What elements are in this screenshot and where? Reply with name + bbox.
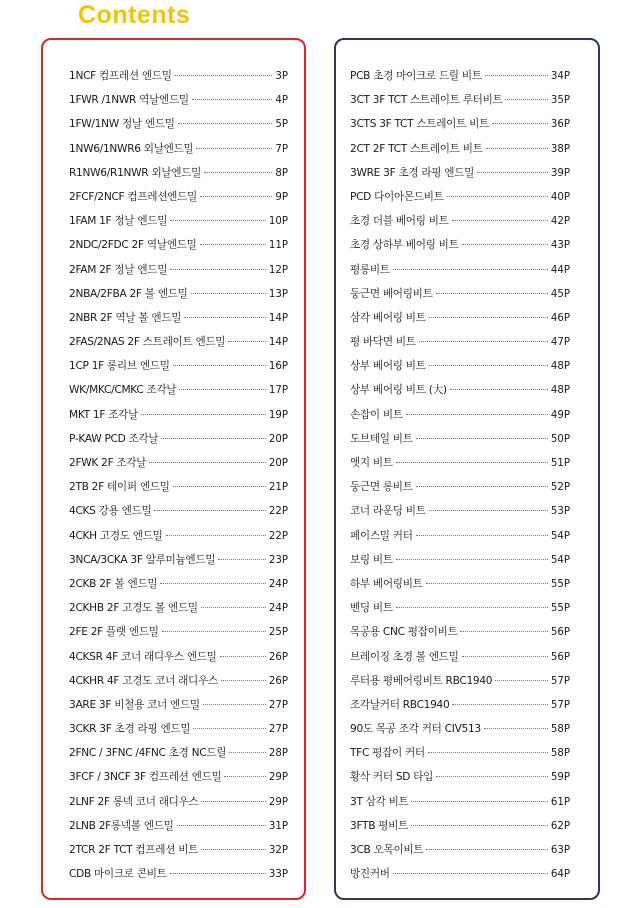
toc-entry-page: 20P	[268, 458, 288, 469]
toc-entry[interactable]	[69, 862, 288, 886]
contents-left-panel	[41, 38, 306, 900]
toc-entry-name: 2LNF 2F 롱넥 코너 래디우스	[69, 795, 199, 808]
toc-entry-name: 삼각 베어링 비트	[350, 311, 426, 324]
dot-leader	[411, 800, 547, 802]
toc-entry-name: 1NW6/1NWR6 외날엔드밀	[69, 142, 194, 155]
dot-leader	[184, 316, 266, 318]
dot-leader	[141, 413, 266, 415]
dot-leader	[452, 219, 548, 221]
toc-entry-page: 4P	[275, 95, 288, 107]
toc-entry[interactable]	[350, 814, 570, 838]
toc-entry-page: 43P	[550, 240, 570, 252]
toc-entry[interactable]	[69, 765, 288, 789]
toc-entry-name: 평롱비트	[350, 263, 390, 276]
dot-leader	[154, 509, 265, 511]
toc-entry-page: 51P	[550, 458, 570, 469]
dot-leader	[178, 122, 273, 124]
toc-entry-name: 90도 목공 조각 커터 CIV513	[350, 723, 481, 736]
toc-entry-page: 33P	[268, 869, 288, 881]
dot-leader	[161, 437, 266, 439]
dot-leader	[429, 364, 548, 366]
dot-leader	[436, 292, 548, 294]
dot-leader	[429, 316, 548, 318]
toc-entry[interactable]	[69, 596, 288, 620]
toc-entry[interactable]	[69, 524, 288, 548]
toc-entry[interactable]	[69, 88, 288, 112]
toc-entry-page: 29P	[268, 796, 288, 808]
toc-entry[interactable]	[350, 403, 570, 427]
toc-entry-name: 3CTS 3F TCT 스트레이트 비트	[350, 118, 489, 131]
toc-entry-name: 3CKR 3F 초경 라핑 엔드밀	[69, 723, 191, 736]
dot-leader	[447, 195, 548, 197]
toc-entry-name: 2NBA/2FBA 2F 볼 엔드밀	[69, 287, 188, 300]
dot-leader	[220, 655, 266, 657]
toc-entry-page: 17P	[268, 385, 288, 397]
toc-entry[interactable]	[350, 765, 570, 789]
dot-leader	[200, 195, 272, 197]
dot-leader	[191, 292, 266, 294]
dot-leader	[200, 243, 266, 245]
dot-leader	[462, 243, 548, 245]
toc-entry[interactable]	[69, 112, 288, 136]
toc-entry-page: 34P	[550, 71, 570, 82]
toc-entry-name: 4CKHR 4F 고경도 코너 래디우스	[69, 674, 218, 687]
toc-entry-name: 2CKHB 2F 고경도 볼 엔드밀	[69, 602, 198, 615]
toc-entry[interactable]	[69, 790, 288, 814]
toc-entry-name: 2LNB 2F롱넥볼 엔드밀	[69, 819, 174, 832]
toc-entry-page: 8P	[275, 167, 288, 179]
toc-entry-name: TFC 평잡이 커터	[350, 747, 425, 760]
toc-entry[interactable]	[350, 137, 570, 161]
toc-entry-name: 페이스밀 커터	[350, 529, 413, 542]
dot-leader	[177, 824, 266, 826]
toc-entry[interactable]	[350, 717, 570, 741]
toc-entry-page: 21P	[268, 482, 288, 494]
toc-entry-name: WK/MKC/CMKC 조각날	[69, 384, 177, 397]
toc-entry[interactable]	[69, 64, 288, 88]
dot-leader	[170, 268, 266, 270]
dot-leader	[462, 655, 548, 657]
dot-leader	[485, 74, 548, 76]
toc-entry[interactable]	[350, 306, 570, 330]
toc-entry[interactable]	[69, 669, 288, 693]
toc-entry-name: 엣지 비트	[350, 457, 393, 469]
toc-entry[interactable]	[350, 548, 570, 572]
dot-leader	[406, 413, 548, 415]
page-title: Contents	[78, 1, 191, 29]
toc-entry-page: 31P	[268, 820, 288, 832]
dot-leader	[416, 437, 548, 439]
toc-entry-page: 5P	[275, 119, 288, 131]
toc-entry-name: 1FW/1NW 정날 엔드밀	[69, 118, 175, 131]
toc-entry-page: 64P	[550, 869, 570, 881]
dot-leader	[170, 872, 266, 874]
dot-leader	[160, 582, 266, 584]
toc-entry-name: 3ARE 3F 비철용 코너 엔드밀	[69, 698, 200, 711]
toc-entry[interactable]	[350, 64, 570, 88]
dot-leader	[429, 509, 548, 511]
toc-entry-name: 3WRE 3F 초경 라핑 엔드밀	[350, 166, 475, 179]
toc-entry-name: 1FAM 1F 정날 엔드밀	[69, 215, 168, 228]
toc-entry[interactable]	[69, 475, 288, 499]
dot-leader	[495, 679, 548, 681]
toc-entry[interactable]	[350, 161, 570, 185]
toc-entry[interactable]	[69, 451, 288, 475]
toc-entry-page: 56P	[550, 651, 570, 663]
dot-leader	[224, 775, 265, 777]
toc-entry-page: 14P	[268, 337, 288, 349]
dot-leader	[228, 340, 266, 342]
toc-entry[interactable]	[350, 741, 570, 765]
toc-entry[interactable]	[350, 620, 570, 644]
dot-leader	[450, 388, 548, 390]
toc-entry-page: 35P	[550, 95, 570, 107]
contents-list-left	[43, 64, 304, 886]
toc-entry[interactable]	[69, 258, 288, 282]
toc-entry-page: 59P	[550, 772, 570, 784]
toc-entry-name: 둥근면 베어링비트	[350, 287, 433, 300]
toc-entry[interactable]	[350, 862, 570, 886]
toc-entry-page: 7P	[275, 143, 288, 155]
toc-entry-page: 3P	[275, 71, 288, 82]
toc-entry-page: 27P	[268, 699, 288, 711]
toc-entry-page: 20P	[268, 433, 288, 445]
toc-entry[interactable]	[69, 354, 288, 378]
toc-entry[interactable]	[69, 282, 288, 306]
dot-leader	[170, 219, 266, 221]
toc-entry-page: 38P	[550, 143, 570, 155]
toc-entry-page: 36P	[550, 119, 570, 131]
toc-entry-name: 3T 삼각 비트	[350, 795, 409, 808]
dot-leader	[486, 147, 548, 149]
dot-leader	[492, 122, 548, 124]
toc-entry-page: 48P	[550, 385, 570, 397]
toc-entry-page: 55P	[550, 603, 570, 615]
toc-entry[interactable]	[69, 572, 288, 596]
toc-entry-name: 3FCF / 3NCF 3F 컴프레션 엔드밀	[69, 771, 222, 784]
toc-entry-page: 13P	[268, 288, 288, 300]
toc-entry-name: PCD 다이아몬드비트	[350, 190, 444, 203]
toc-entry-name: 3FTB 평비트	[350, 819, 409, 832]
toc-entry-page: 56P	[550, 627, 570, 639]
toc-entry[interactable]	[69, 378, 288, 402]
toc-entry[interactable]	[69, 306, 288, 330]
dot-leader	[173, 485, 266, 487]
toc-entry-page: 44P	[550, 264, 570, 276]
toc-entry[interactable]	[69, 741, 288, 765]
dot-leader	[477, 171, 548, 173]
dot-leader	[396, 461, 548, 463]
toc-entry-page: 46P	[550, 312, 570, 324]
toc-entry[interactable]	[350, 669, 570, 693]
toc-entry[interactable]	[69, 645, 288, 669]
toc-entry-page: 24P	[268, 578, 288, 590]
toc-entry-name: 1FWR /1NWR 역날엔드밀	[69, 94, 189, 107]
toc-entry-name: PCB 초경 마이크로 드릴 비트	[350, 70, 482, 82]
toc-entry[interactable]	[350, 693, 570, 717]
toc-entry-name: 황삭 커터 SD 타입	[350, 771, 434, 784]
dot-leader	[193, 727, 266, 729]
toc-entry-name: 2CKB 2F 볼 엔드밀	[69, 577, 158, 590]
dot-leader	[192, 98, 273, 100]
toc-entry[interactable]	[350, 475, 570, 499]
toc-entry-page: 39P	[550, 167, 570, 179]
toc-entry[interactable]	[69, 185, 288, 209]
toc-entry-page: 42P	[550, 216, 570, 228]
dot-leader	[175, 74, 273, 76]
toc-entry-page: 26P	[268, 675, 288, 687]
toc-entry-page: 10P	[268, 216, 288, 228]
toc-entry-name: 2FE 2F 플랫 엔드밀	[69, 626, 159, 639]
toc-entry-name: 2FWK 2F 조각날	[69, 457, 147, 469]
toc-entry-name: 초경 상하부 베어링 비트	[350, 239, 459, 252]
toc-entry-page: 45P	[550, 288, 570, 300]
toc-entry[interactable]	[350, 330, 570, 354]
toc-entry[interactable]	[69, 620, 288, 644]
toc-entry-page: 19P	[268, 409, 288, 421]
toc-entry-page: 27P	[268, 724, 288, 736]
toc-entry-page: 26P	[268, 651, 288, 663]
toc-entry[interactable]	[69, 161, 288, 185]
toc-entry[interactable]	[350, 258, 570, 282]
dot-leader	[393, 268, 548, 270]
toc-entry-page: 48P	[550, 361, 570, 373]
dot-leader	[426, 582, 548, 584]
toc-entry[interactable]	[350, 282, 570, 306]
dot-leader	[201, 606, 266, 608]
toc-entry-name: 둥근면 롱비트	[350, 481, 413, 494]
dot-leader	[218, 558, 266, 560]
toc-entry[interactable]	[350, 354, 570, 378]
dot-leader	[201, 848, 266, 850]
dot-leader	[505, 98, 547, 100]
toc-entry-name: 목공용 CNC 평잡이비트	[350, 626, 458, 639]
toc-entry[interactable]	[350, 209, 570, 233]
dot-leader	[162, 630, 266, 632]
dot-leader	[416, 485, 548, 487]
toc-entry[interactable]	[350, 572, 570, 596]
dot-leader	[419, 340, 548, 342]
dot-leader	[428, 751, 548, 753]
dot-leader	[204, 171, 272, 173]
toc-entry-name: 상부 베어링 비트 (大)	[350, 384, 447, 397]
toc-entry-page: 29P	[268, 772, 288, 784]
toc-entry-page: 40P	[550, 191, 570, 203]
toc-entry-name: 4CKS 강용 엔드밀	[69, 505, 152, 518]
toc-entry[interactable]	[69, 330, 288, 354]
toc-entry-name: 4CKSR 4F 코너 래디우스 엔드밀	[69, 650, 217, 663]
toc-entry[interactable]	[350, 838, 570, 862]
dot-leader	[452, 703, 547, 705]
toc-entry-page: 54P	[550, 554, 570, 566]
toc-entry-page: 55P	[550, 578, 570, 590]
toc-entry-name: P-KAW PCD 조각날	[69, 432, 159, 445]
toc-entry-page: 61P	[550, 796, 570, 808]
toc-entry[interactable]	[69, 499, 288, 523]
dot-leader	[221, 679, 266, 681]
toc-entry-page: 22P	[268, 530, 288, 542]
toc-entry-name: 2FCF/2NCF 컴프레션엔드밀	[69, 190, 197, 203]
dot-leader	[201, 800, 265, 802]
toc-entry-name: 브레이징 초경 볼 엔드밀	[350, 650, 459, 663]
toc-entry[interactable]	[350, 112, 570, 136]
dot-leader	[203, 703, 266, 705]
toc-entry-page: 54P	[550, 530, 570, 542]
contents-list-right	[336, 64, 598, 886]
toc-entry-page: 52P	[550, 482, 570, 494]
toc-entry[interactable]	[69, 548, 288, 572]
toc-entry[interactable]	[69, 427, 288, 451]
dot-leader	[196, 147, 272, 149]
toc-entry[interactable]	[69, 838, 288, 862]
toc-entry[interactable]	[350, 233, 570, 257]
toc-entry[interactable]	[350, 451, 570, 475]
toc-entry-page: 14P	[268, 312, 288, 324]
toc-entry-name: 3CT 3F TCT 스트레이트 루터비트	[350, 94, 503, 107]
toc-entry[interactable]	[350, 185, 570, 209]
toc-entry-page: 32P	[268, 845, 288, 856]
toc-entry[interactable]	[69, 814, 288, 838]
toc-entry-page: 58P	[550, 748, 570, 760]
toc-entry[interactable]	[69, 717, 288, 741]
toc-entry[interactable]	[350, 378, 570, 402]
toc-entry-page: 47P	[550, 337, 570, 349]
toc-entry-page: 62P	[550, 820, 570, 832]
toc-entry-name: 2FAS/2NAS 2F 스트레이트 엔드밀	[69, 336, 226, 349]
toc-entry-name: 4CKH 고경도 엔드밀	[69, 529, 163, 542]
toc-entry-name: 평 바닥면 비트	[350, 336, 416, 349]
toc-entry-page: 22P	[268, 506, 288, 518]
toc-entry-name: 3CB 오목이비트	[350, 844, 424, 856]
toc-entry-name: CDB 마이크로 콘비트	[69, 868, 167, 881]
toc-entry[interactable]	[69, 137, 288, 161]
dot-leader	[179, 388, 266, 390]
toc-entry-name: 1CP 1F 롱리브 엔드밀	[69, 360, 170, 373]
toc-entry-name: 2FNC / 3FNC /4FNC 초경 NC드릴	[69, 747, 227, 760]
toc-entry[interactable]	[69, 403, 288, 427]
toc-entry-name: 2NDC/2FDC 2F 역날엔드밀	[69, 239, 197, 252]
dot-leader	[460, 630, 547, 632]
toc-entry-page: 57P	[550, 699, 570, 711]
dot-leader	[396, 558, 548, 560]
dot-leader	[229, 751, 266, 753]
toc-entry-name: R1NW6/R1NWR 외날엔드밀	[69, 166, 202, 179]
toc-entry-name: 2TCR 2F TCT 컴프레션 비트	[69, 844, 199, 856]
toc-entry-name: 도브테일 비트	[350, 432, 413, 445]
toc-entry-page: 53P	[550, 506, 570, 518]
toc-entry-name: 루터용 평베어링비트 RBC1940	[350, 674, 493, 687]
toc-entry[interactable]	[350, 88, 570, 112]
toc-entry[interactable]	[350, 596, 570, 620]
toc-entry-name: 1NCF 컴프레션 엔드밀	[69, 70, 172, 82]
dot-leader	[396, 606, 548, 608]
toc-entry-page: 49P	[550, 409, 570, 421]
toc-entry-name: 초경 더블 베어링 비트	[350, 215, 449, 228]
toc-entry-name: 조각날커터 RBC1940	[350, 698, 450, 711]
toc-entry-name: 2NBR 2F 역날 볼 엔드밀	[69, 311, 182, 324]
toc-entry-name: 3NCA/3CKA 3F 알루미늄엔드밀	[69, 553, 216, 566]
toc-entry-name: 2CT 2F TCT 스트레이트 비트	[350, 142, 483, 155]
toc-entry-name: 상부 베어링 비트	[350, 360, 426, 373]
toc-entry[interactable]	[350, 427, 570, 451]
toc-entry-name: 보링 비트	[350, 553, 393, 566]
toc-entry-page: 16P	[268, 361, 288, 373]
toc-entry-page: 58P	[550, 724, 570, 736]
toc-entry-page: 9P	[275, 191, 288, 203]
dot-leader	[149, 461, 266, 463]
toc-entry-page: 23P	[268, 554, 288, 566]
toc-entry[interactable]	[350, 524, 570, 548]
toc-entry-name: MKT 1F 조각날	[69, 408, 139, 421]
toc-entry-page: 28P	[268, 748, 288, 760]
dot-leader	[166, 534, 266, 536]
toc-entry-name: 2FAM 2F 정날 엔드밀	[69, 263, 168, 276]
toc-entry-name: 손잡이 비트	[350, 408, 403, 421]
toc-entry-page: 63P	[550, 845, 570, 856]
toc-entry-page: 24P	[268, 603, 288, 615]
toc-entry-page: 50P	[550, 433, 570, 445]
toc-entry-name: 벤딩 비트	[350, 602, 393, 615]
toc-entry[interactable]	[350, 645, 570, 669]
dot-leader	[173, 364, 266, 366]
toc-entry-page: 57P	[550, 675, 570, 687]
toc-entry-page: 11P	[268, 240, 288, 252]
toc-entry-name: 방진커버	[350, 868, 390, 881]
toc-entry-name: 2TB 2F 테이퍼 엔드밀	[69, 481, 170, 494]
contents-right-panel	[334, 38, 600, 900]
toc-entry-page: 12P	[268, 264, 288, 276]
dot-leader	[484, 727, 548, 729]
dot-leader	[411, 824, 548, 826]
toc-entry[interactable]	[69, 233, 288, 257]
toc-entry-page: 25P	[268, 627, 288, 639]
dot-leader	[393, 872, 548, 874]
toc-entry[interactable]	[350, 790, 570, 814]
dot-leader	[436, 775, 548, 777]
dot-leader	[426, 848, 548, 850]
toc-entry[interactable]	[69, 209, 288, 233]
toc-entry[interactable]	[350, 499, 570, 523]
dot-leader	[416, 534, 548, 536]
toc-entry-name: 코너 라운딩 비트	[350, 505, 426, 518]
toc-entry[interactable]	[69, 693, 288, 717]
toc-entry-name: 하부 베어링비트	[350, 577, 423, 590]
